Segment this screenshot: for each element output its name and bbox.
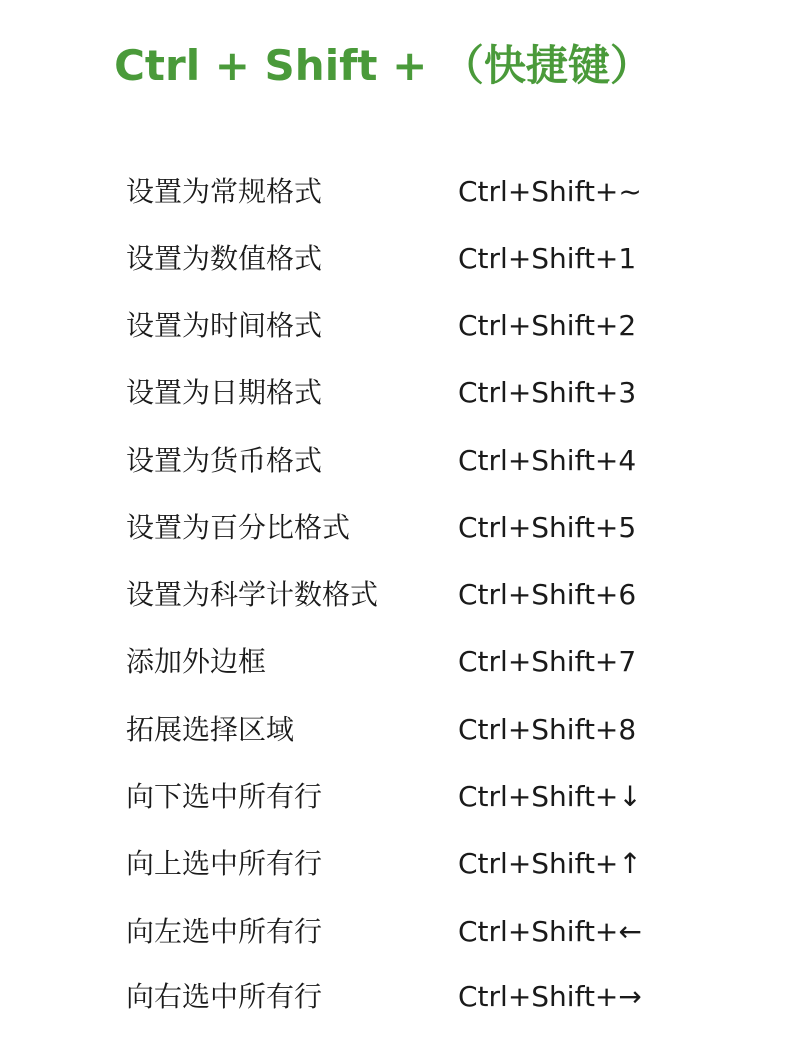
shortcut-description: 向左选中所有行 — [126, 915, 323, 948]
shortcut-keys: Ctrl+Shift+~ — [458, 175, 642, 208]
shortcut-keys: Ctrl+Shift+6 — [458, 578, 637, 611]
shortcut-row — [0, 772, 800, 822]
shortcut-description: 设置为常规格式 — [126, 175, 323, 208]
shortcut-description: 添加外边框 — [126, 645, 267, 678]
shortcut-row — [0, 839, 800, 889]
shortcut-description: 设置为科学计数格式 — [126, 578, 379, 611]
shortcut-description: 设置为日期格式 — [126, 376, 323, 409]
shortcut-description: 向右选中所有行 — [126, 980, 323, 1013]
shortcut-keys: Ctrl+Shift+8 — [458, 713, 637, 746]
shortcut-row — [0, 503, 800, 553]
shortcut-description: 拓展选择区域 — [126, 713, 295, 746]
shortcut-row — [0, 436, 800, 486]
shortcut-keys: Ctrl+Shift+↑ — [458, 847, 642, 880]
shortcut-description: 设置为时间格式 — [126, 309, 323, 342]
shortcut-description: 向上选中所有行 — [126, 847, 323, 880]
shortcut-row — [0, 570, 800, 620]
shortcut-row — [0, 301, 800, 351]
shortcut-keys: Ctrl+Shift+5 — [458, 511, 637, 544]
shortcut-keys: Ctrl+Shift+1 — [458, 242, 637, 275]
shortcut-keys: Ctrl+Shift+2 — [458, 309, 637, 342]
shortcut-description: 向下选中所有行 — [126, 780, 323, 813]
shortcut-keys: Ctrl+Shift+3 — [458, 376, 637, 409]
shortcut-keys: Ctrl+Shift+→ — [458, 980, 642, 1013]
shortcut-description: 设置为货币格式 — [126, 444, 323, 477]
shortcut-keys: Ctrl+Shift+← — [458, 915, 642, 948]
shortcut-row — [0, 234, 800, 284]
shortcut-keys: Ctrl+Shift+↓ — [458, 780, 642, 813]
shortcut-row — [0, 167, 800, 217]
shortcut-description: 设置为百分比格式 — [126, 511, 351, 544]
shortcut-row — [0, 907, 800, 957]
shortcut-description: 设置为数值格式 — [126, 242, 323, 275]
shortcut-row — [0, 368, 800, 418]
page-title: Ctrl + Shift + （快捷键） — [114, 41, 652, 90]
shortcut-row — [0, 705, 800, 755]
shortcut-row — [0, 972, 800, 1022]
shortcut-keys: Ctrl+Shift+7 — [458, 645, 637, 678]
shortcut-keys: Ctrl+Shift+4 — [458, 444, 637, 477]
shortcut-row — [0, 637, 800, 687]
